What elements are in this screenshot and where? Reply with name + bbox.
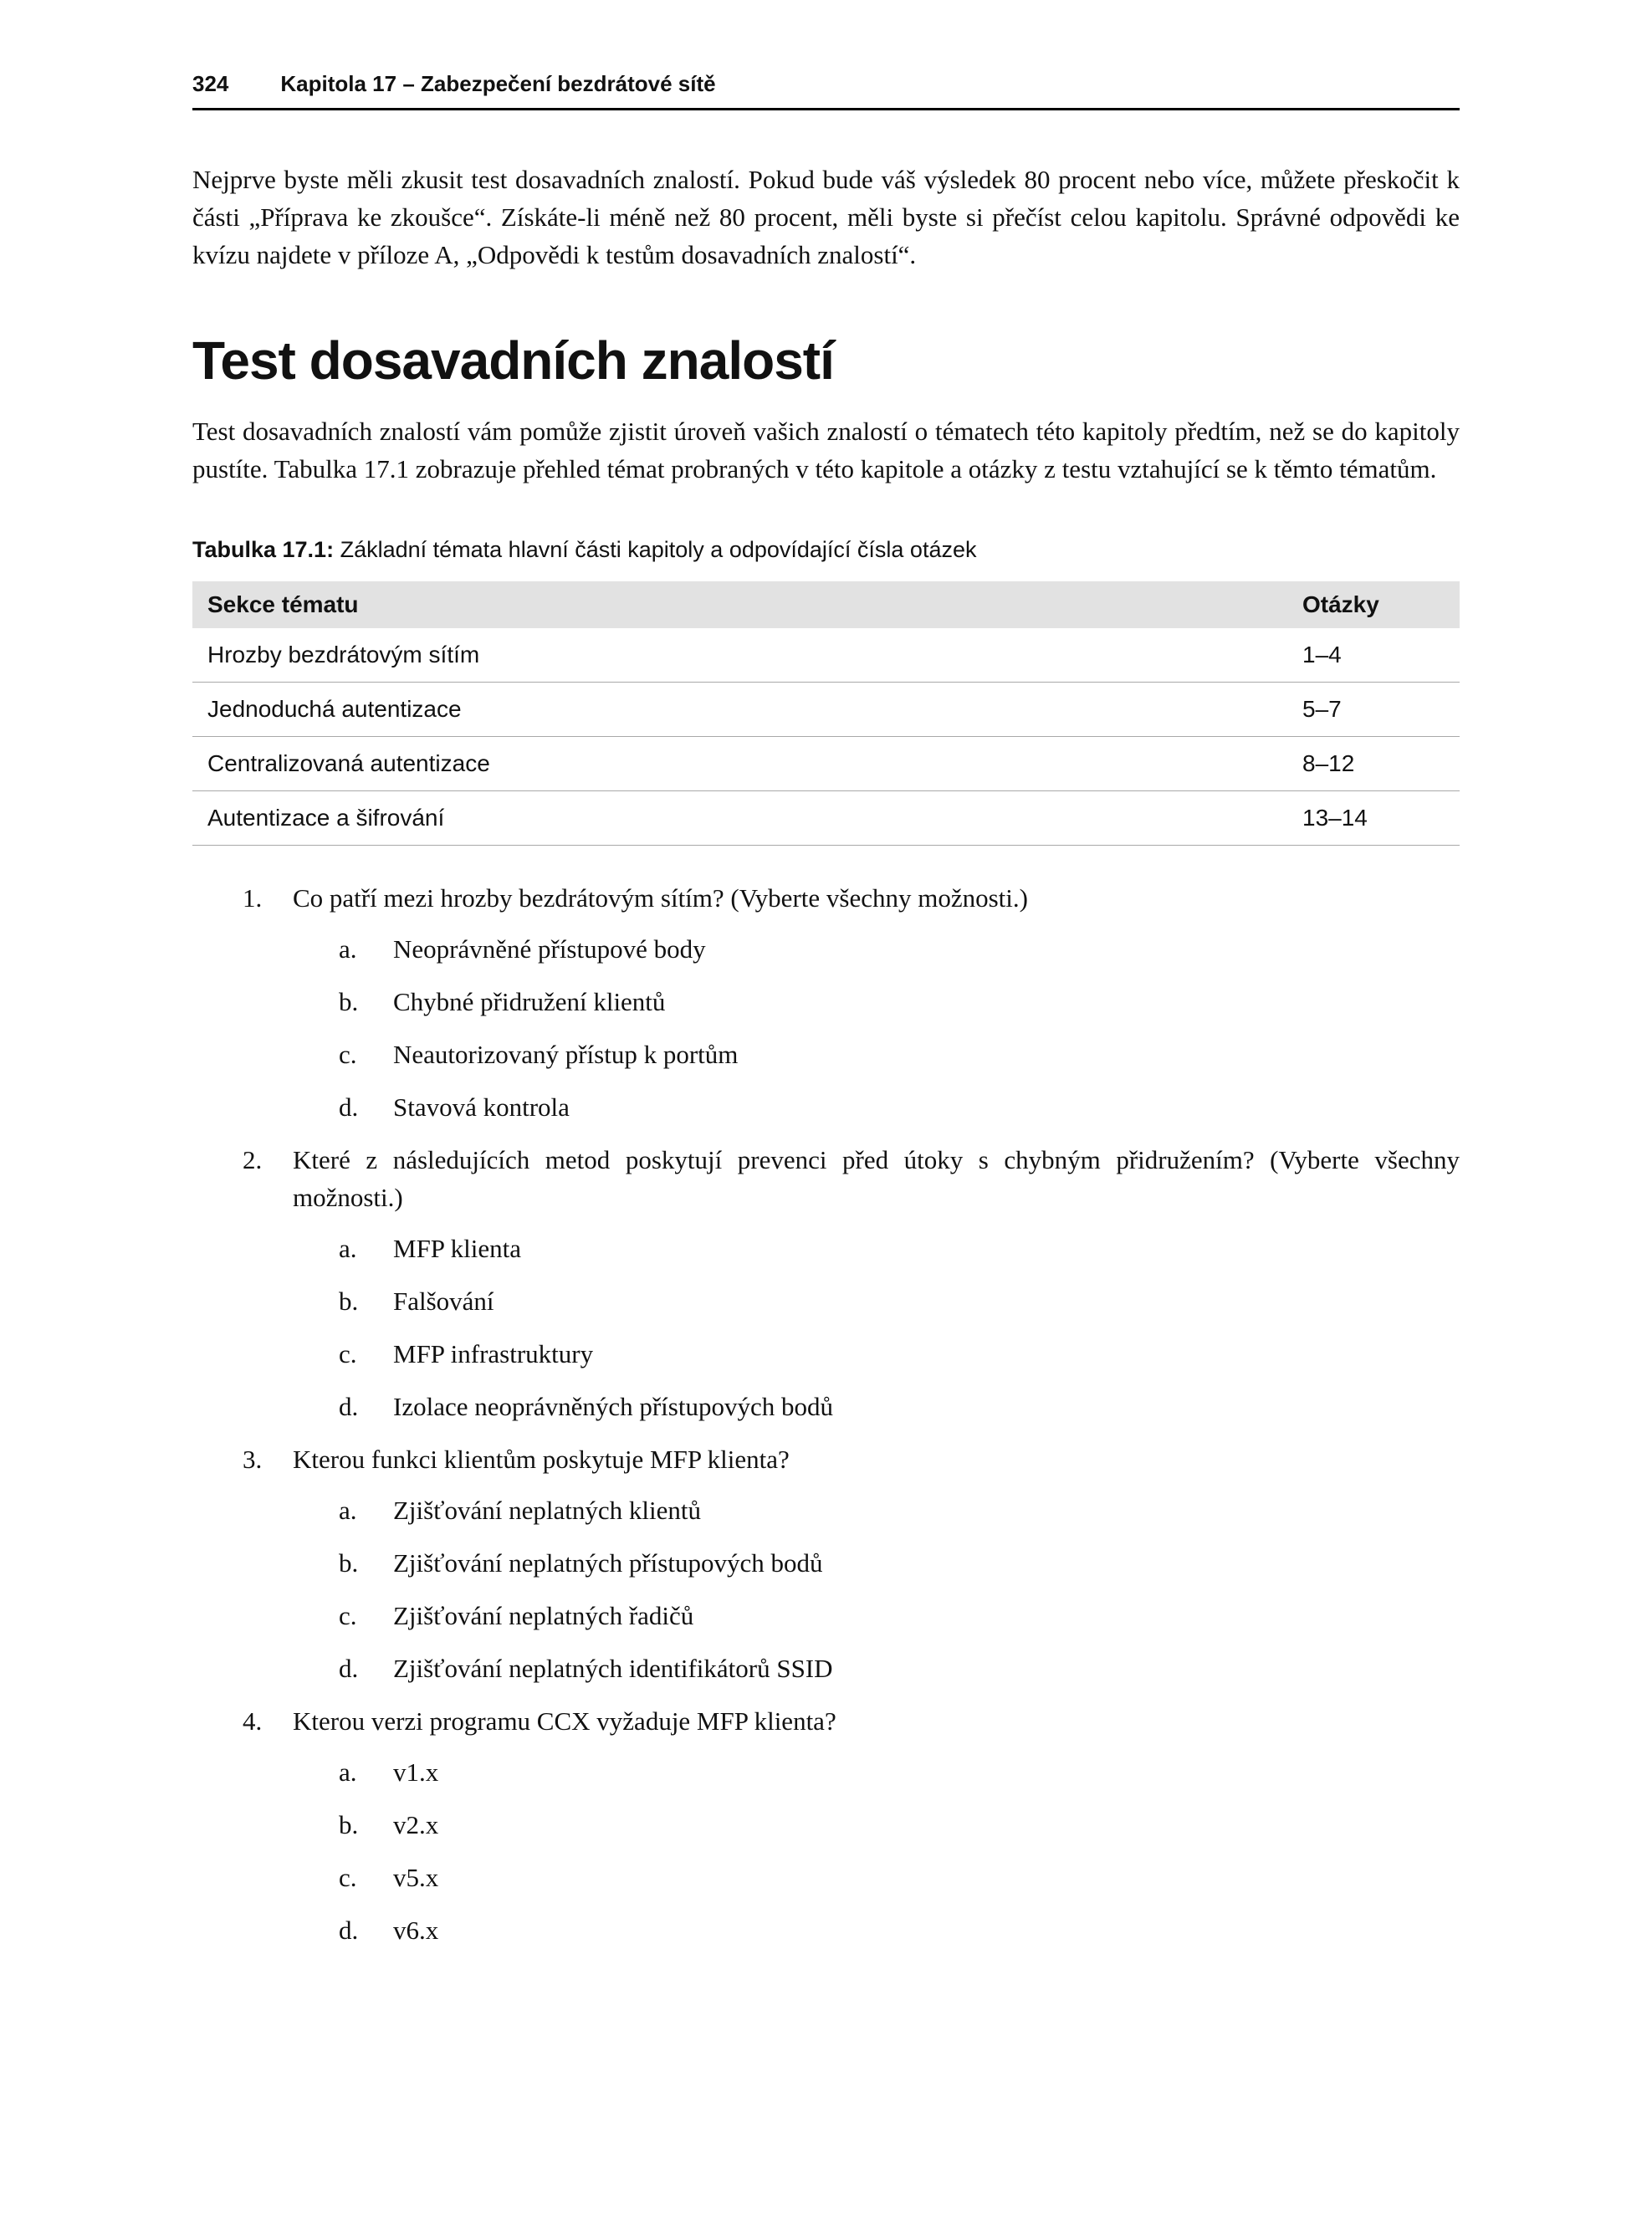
option-item: [192, 1597, 1460, 1634]
table-header-row: [192, 581, 1460, 628]
option-letter: a.: [339, 934, 357, 964]
column-header-topic: Sekce tématu: [192, 581, 1287, 628]
table-cell-questions: 13–14: [1287, 791, 1460, 846]
option-text: Neoprávněné přístupové body: [393, 934, 706, 964]
option-item: [192, 1911, 1460, 1949]
table-cell-questions: 5–7: [1287, 683, 1460, 737]
option-letter: a.: [339, 1496, 357, 1525]
option-text: MFP infrastruktury: [393, 1339, 594, 1368]
option-text: MFP klienta: [393, 1234, 522, 1263]
option-text: Chybné přidružení klientů: [393, 987, 666, 1016]
question-text: Kterou verzi programu CCX vyžaduje MFP klienta?: [293, 1706, 836, 1736]
question-item: [192, 1141, 1460, 1425]
quiz-question-list: [192, 879, 1460, 1949]
option-list: [192, 1491, 1460, 1687]
option-letter: d.: [339, 1092, 359, 1122]
option-letter: c.: [339, 1339, 357, 1368]
option-item: [192, 983, 1460, 1020]
table-caption: [192, 536, 1460, 563]
table-cell-topic: Jednoduchá autentizace: [192, 683, 1287, 737]
question-text: Které z následujících metod poskytují prevenci před útoky s chybným přidružením? (Vyberte všechny možnosti.): [293, 1145, 1460, 1212]
table-caption-label: Tabulka 17.1:: [192, 537, 335, 562]
header-rule: [192, 108, 1460, 110]
table-row: [192, 737, 1460, 791]
option-letter: a.: [339, 1757, 357, 1787]
option-text: Stavová kontrola: [393, 1092, 570, 1122]
table-cell-topic: Centralizovaná autentizace: [192, 737, 1287, 791]
option-text: v5.x: [393, 1863, 439, 1892]
option-letter: d.: [339, 1916, 359, 1945]
option-item: [192, 1491, 1460, 1529]
option-item: [192, 930, 1460, 968]
option-list: [192, 930, 1460, 1126]
option-letter: a.: [339, 1234, 357, 1263]
question-line: [192, 1702, 1460, 1740]
option-item: [192, 1388, 1460, 1425]
option-letter: c.: [339, 1040, 357, 1069]
option-text: v6.x: [393, 1916, 439, 1945]
question-number: 4.: [243, 1706, 263, 1736]
option-letter: b.: [339, 1286, 359, 1316]
option-letter: b.: [339, 1548, 359, 1578]
option-list: [192, 1230, 1460, 1425]
option-text: Zjišťování neplatných řadičů: [393, 1601, 694, 1630]
intro-paragraph: Nejprve byste měli zkusit test dosavadních znalostí. Pokud bude váš výsledek 80 procent nebo více, můžete přeskočit k části „Příprava ke zkoušce“. Získáte-li méně než 80 procent, měli byste si přečíst celou kapitolu. Správné odpovědi ke kvízu najdete v příloze A, „Odpovědi k testům dosavadních znalostí“.: [192, 165, 1460, 269]
option-item: [192, 1335, 1460, 1373]
option-letter: b.: [339, 1810, 359, 1839]
table-cell-topic: Hrozby bezdrátovým sítím: [192, 628, 1287, 683]
option-letter: c.: [339, 1601, 357, 1630]
option-text: v1.x: [393, 1757, 439, 1787]
topics-table: [192, 581, 1460, 846]
table-cell-topic: Autentizace a šifrování: [192, 791, 1287, 846]
table-row: [192, 791, 1460, 846]
option-letter: c.: [339, 1863, 357, 1892]
option-item: [192, 1544, 1460, 1582]
section-title: Test dosavadních znalostí: [192, 330, 834, 391]
question-number: 3.: [243, 1445, 263, 1474]
option-letter: b.: [339, 987, 359, 1016]
option-item: [192, 1088, 1460, 1126]
question-line: [192, 1440, 1460, 1478]
option-text: Zjišťování neplatných identifikátorů SSID: [393, 1654, 833, 1683]
option-item: [192, 1806, 1460, 1844]
question-text: Kterou funkci klientům poskytuje MFP klienta?: [293, 1445, 790, 1474]
column-header-questions: Otázky: [1287, 581, 1460, 628]
page-header: [192, 71, 1460, 96]
question-item: [192, 879, 1460, 1126]
table-row: [192, 628, 1460, 683]
option-item: [192, 1753, 1460, 1791]
option-text: Izolace neoprávněných přístupových bodů: [393, 1392, 833, 1421]
option-item: [192, 1230, 1460, 1267]
question-line: [192, 879, 1460, 917]
option-item: [192, 1282, 1460, 1320]
chapter-title: Kapitola 17 – Zabezpečení bezdrátové sítě: [280, 71, 716, 96]
table-row: [192, 683, 1460, 737]
table-cell-questions: 1–4: [1287, 628, 1460, 683]
option-letter: d.: [339, 1654, 359, 1683]
question-text: Co patří mezi hrozby bezdrátovým sítím? (Vyberte všechny možnosti.): [293, 883, 1028, 913]
option-text: v2.x: [393, 1810, 439, 1839]
option-letter: d.: [339, 1392, 359, 1421]
question-item: [192, 1702, 1460, 1949]
option-item: [192, 1859, 1460, 1896]
table-cell-questions: 8–12: [1287, 737, 1460, 791]
option-text: Neautorizovaný přístup k portům: [393, 1040, 739, 1069]
table-caption-text: Základní témata hlavní části kapitoly a odpovídající čísla otázek: [334, 537, 977, 562]
question-item: [192, 1440, 1460, 1687]
question-number: 2.: [243, 1145, 263, 1174]
option-text: Zjišťování neplatných přístupových bodů: [393, 1548, 823, 1578]
option-list: [192, 1753, 1460, 1949]
question-number: 1.: [243, 883, 263, 913]
option-text: Falšování: [393, 1286, 494, 1316]
option-text: Zjišťování neplatných klientů: [393, 1496, 701, 1525]
option-item: [192, 1650, 1460, 1687]
question-line: [192, 1141, 1460, 1216]
option-item: [192, 1036, 1460, 1073]
page-number: 324: [192, 71, 229, 96]
section-paragraph: Test dosavadních znalostí vám pomůže zjistit úroveň vašich znalostí o tématech této kapitoly předtím, než se do kapitoly pustíte. Tabulka 17.1 zobrazuje přehled témat probraných v této kapitole a otázky z testu vztahující se k těmto tématům.: [192, 417, 1460, 483]
